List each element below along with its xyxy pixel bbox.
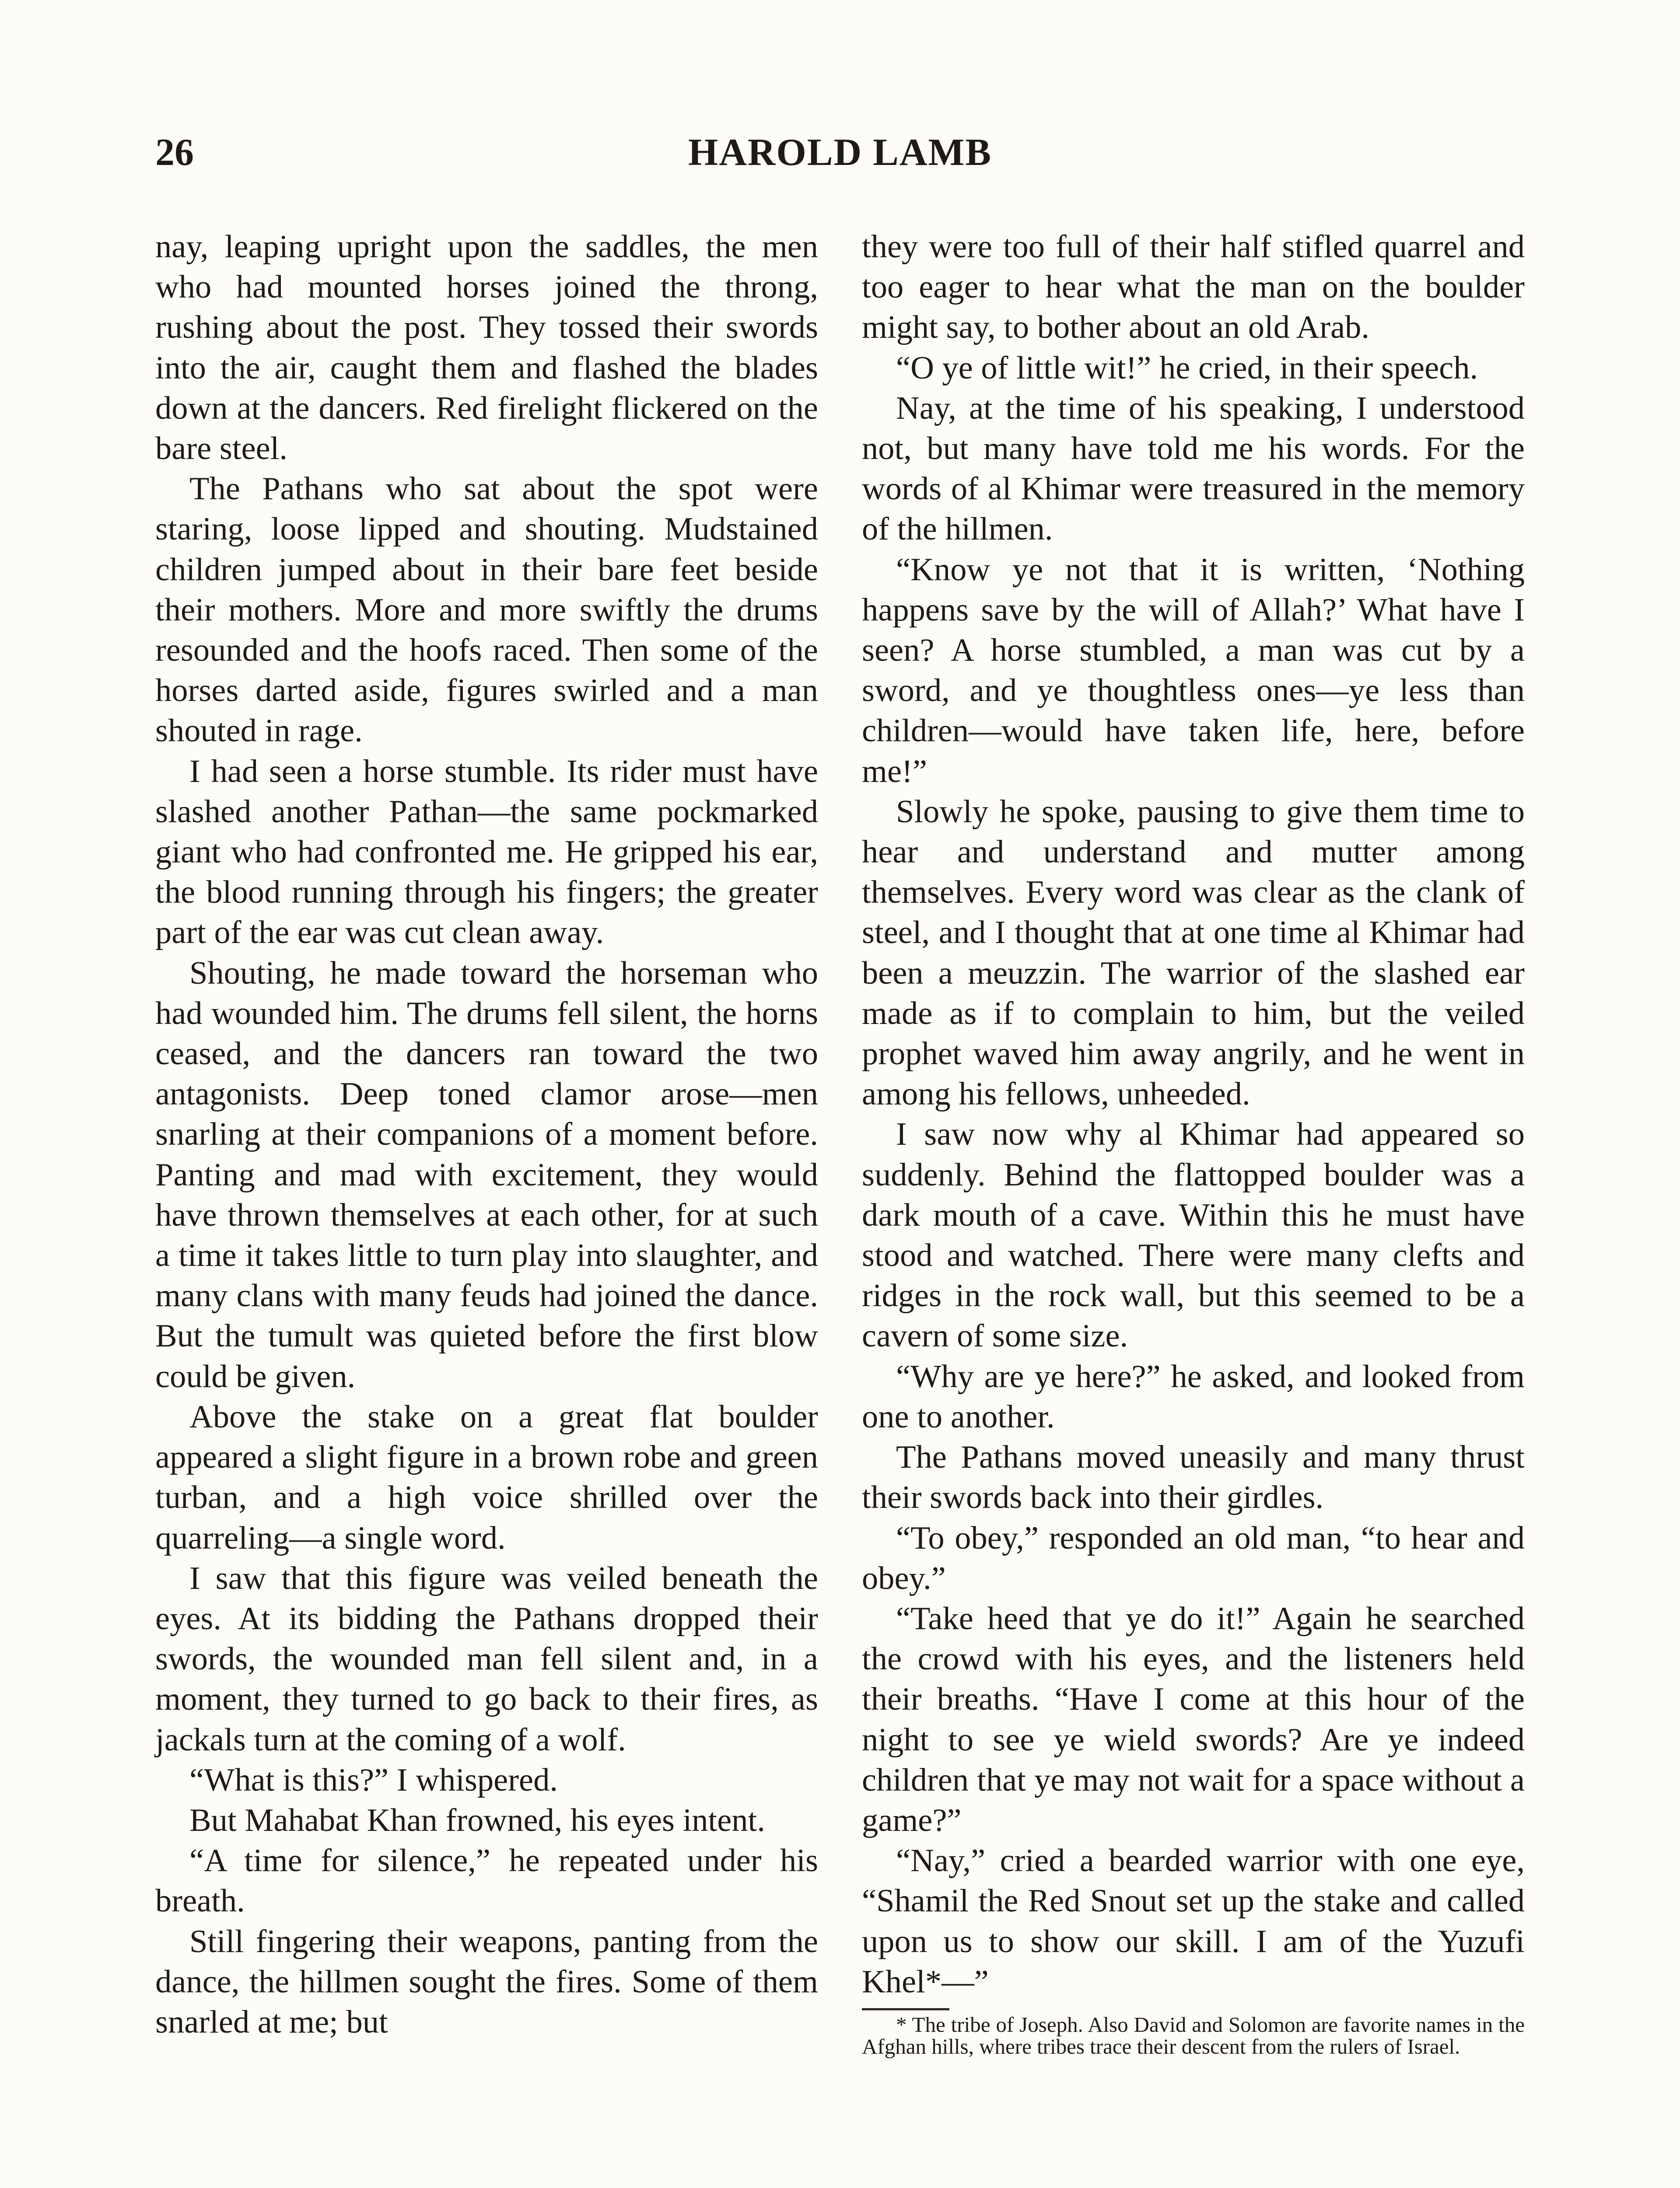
paragraph: I saw that this figure was veiled beneath the eyes. At its bidding the Pathans dropped their swords, the wounded man fell silent and, in a moment, they turned to go back to their fires, as jackals turn at the coming of a wolf. (155, 1560, 818, 1758)
paragraph: “A time for silence,” he repeated under his breath. (155, 1843, 818, 1919)
paragraph: “Why are ye here?” he asked, and looked from one to another. (862, 1358, 1525, 1435)
paragraph: “Nay,” cried a bearded warrior with one eye, “Shamil the Red Snout set up the stake and called upon us to show our skill. I am of the Yuzufi Khel*—” (862, 1843, 1525, 2000)
paragraph: The Pathans who sat about the spot were staring, loose lipped and shouting. Mudstained children jumped about in their bare feet beside their mothers. More and more swiftly the drums resounded and the hoofs raced. Then some of the horses darted aside, figures swirled and a man shouted in rage. (155, 471, 818, 749)
paragraph: “To obey,” responded an old man, “to hear and obey.” (862, 1520, 1525, 1596)
paragraph: “Take heed that ye do it!” Again he searched the crowd with his eyes, and the listeners held their breaths. “Have I come at this hour of the night to see ye wield swords? Are ye indeed children that ye may not wait for a space without a game?” (862, 1600, 1525, 1838)
footnote: * The tribe of Joseph. Also David and Solomon are favorite names in the Afghan hills, where tribes trace their descent from the rulers of Israel. (862, 2012, 1525, 2058)
paragraph: Above the stake on a great flat boulder appeared a slight figure in a brown robe and green turban, and a high voice shrilled over the quarreling—a single word. (155, 1399, 818, 1556)
paragraph: I had seen a horse stumble. Its rider must have slashed another Pathan—the same pockmarked giant who had confronted me. He gripped his ear, the blood running through his fingers; the greater part of the ear was cut clean away. (155, 753, 818, 951)
paragraph: Slowly he spoke, pausing to give them time to hear and understand and mutter among themselves. Every word was clear as the clank of steel, and I thought that at one time al Khimar had been a meuzzin. The warrior of the slashed ear made as if to complain to him, but the veiled prophet waved him away angrily, and he went in among his fellows, unheeded. (862, 793, 1525, 1112)
paragraph: I saw now why al Khimar had appeared so suddenly. Behind the flattopped boulder was a dark mouth of a cave. Within this he must have stood and watched. There were many clefts and ridges in the rock wall, but this seemed to be a cavern of some size. (862, 1116, 1525, 1354)
paragraph: “Know ye not that it is written, ‘Nothing happens save by the will of Allah?’ What have I seen? A horse stumbled, a man was cut by a sword, and ye thoughtless ones—ye less than children—would have taken life, here, before me!” (862, 551, 1525, 789)
paragraph: But Mahabat Khan frowned, his eyes intent. (189, 1802, 765, 1838)
paragraph: “What is this?” I whispered. (189, 1762, 558, 1798)
paragraph: Shouting, he made toward the horseman who had wounded him. The drums fell silent, the horns ceased, and the dancers ran toward the two antagonists. Deep toned clamor arose—men snarling at their companions of a moment before. Panting and mad with excitement, they would have thrown themselves at each other, for at such a time it takes little to turn play into slaughter, and many clans with many feuds had joined the dance. But the tumult was quieted before the first blow could be given. (155, 955, 818, 1395)
paragraph: “O ye of little wit!” he cried, in their speech. (896, 350, 1478, 386)
paragraph: The Pathans moved uneasily and many thrust their swords back into their girdles. (862, 1439, 1525, 1516)
paragraph: Nay, at the time of his speaking, I understood not, but many have told me his words. For the words of al Khimar were treasured in the memory of the hillmen. (862, 390, 1525, 547)
left-column (155, 227, 818, 2042)
paragraph: Still fingering their weapons, panting from the dance, the hillmen sought the fires. Some of them snarled at me; but (155, 1923, 818, 2040)
paragraph: they were too full of their half stifled quarrel and too eager to hear what the man on the boulder might say, to bother about an old Arab. (862, 229, 1525, 346)
page-number: 26 (155, 131, 194, 174)
paragraph: nay, leaping upright upon the saddles, the men who had mounted horses joined the throng, rushing about the post. They tossed their swords into the air, caught them and flashed the blades down at the dancers. Red firelight flickered on the bare steel. (155, 229, 818, 467)
running-head: HAROLD LAMB (688, 131, 992, 174)
footnote-rule (862, 2008, 949, 2010)
right-column (862, 227, 1525, 2058)
